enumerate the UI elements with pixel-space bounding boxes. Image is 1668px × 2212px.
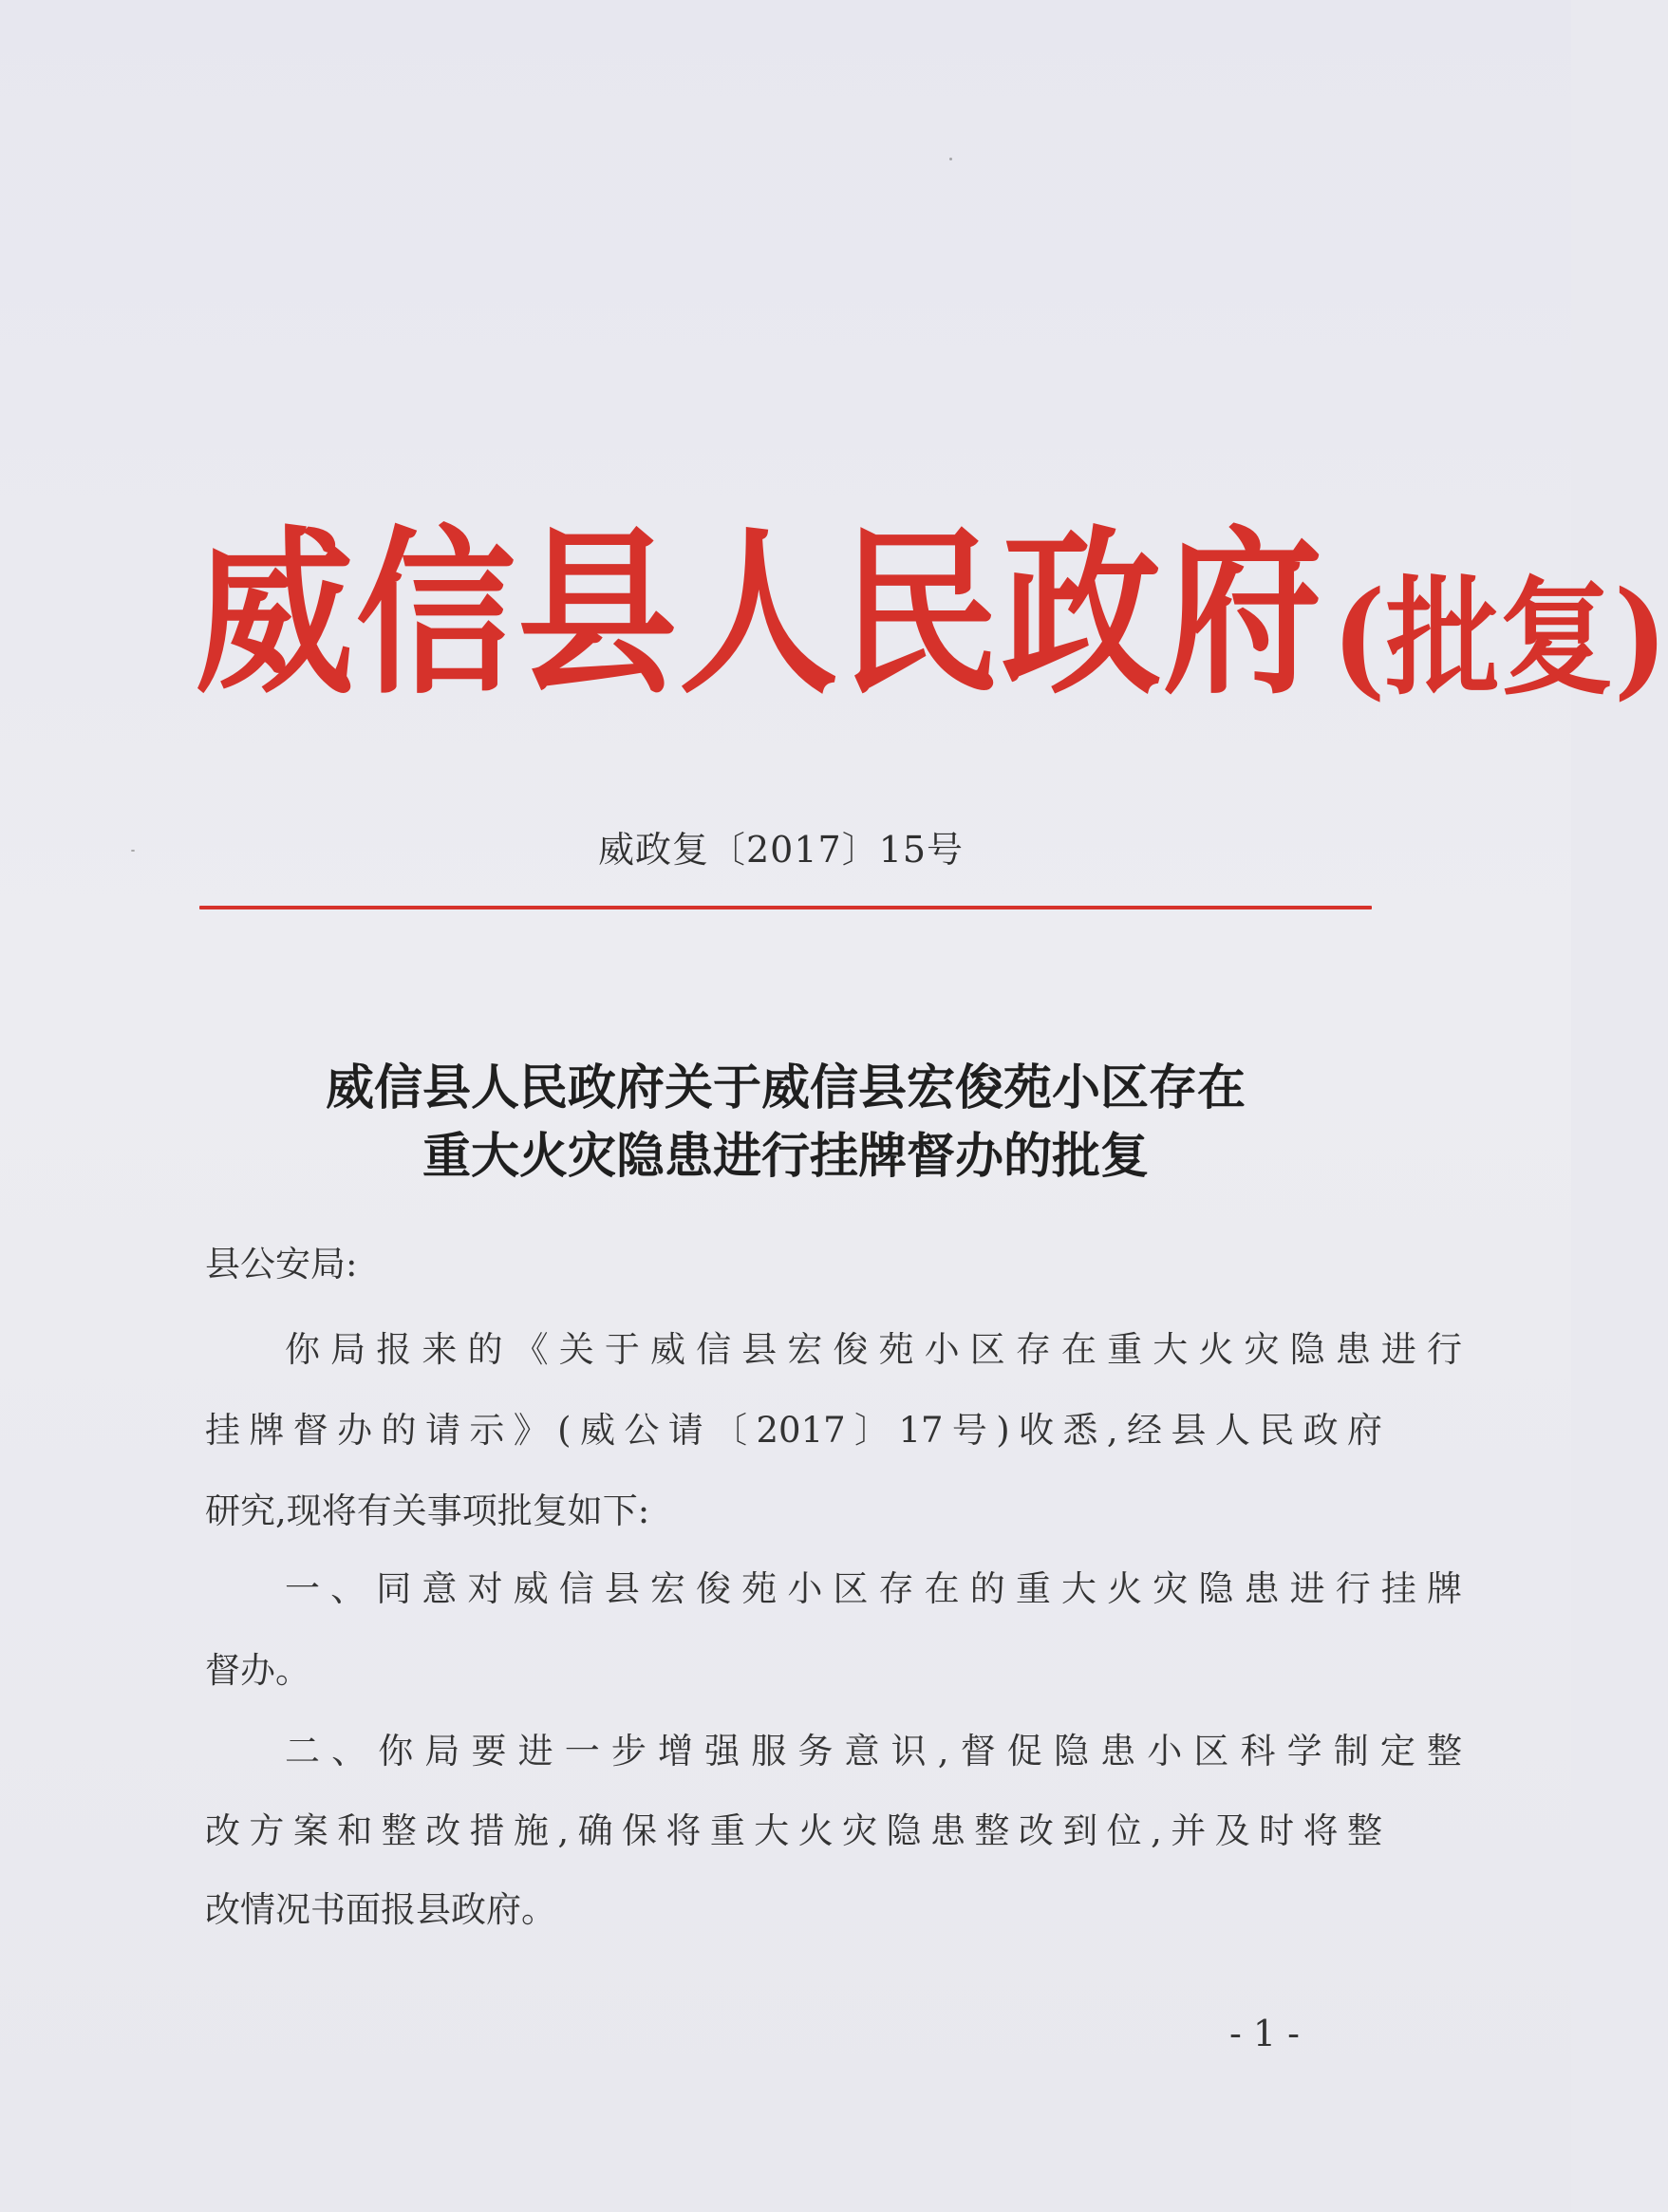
scan-speck: [131, 850, 135, 852]
document-number: 威政复〔2017〕15号: [598, 829, 965, 871]
body-paragraph-2-line-1: 一、同意对威信县宏俊苑小区存在的重大火灾隐患进行挂牌: [285, 1568, 1462, 1609]
body-paragraph-1-line-3: 研究,现将有关事项批复如下:: [205, 1490, 650, 1531]
body-paragraph-3-line-3: 改情况书面报县政府。: [205, 1889, 556, 1930]
page-number: - 1 -: [1229, 2013, 1301, 2054]
red-separator-line: [199, 906, 1372, 909]
body-paragraph-3-line-1: 二、你局要进一步增强服务意识,督促隐患小区科学制定整: [285, 1731, 1462, 1771]
body-paragraph-1-line-2: 挂牌督办的请示》(威公请〔2017〕17号)收悉,经县人民政府: [205, 1410, 1382, 1451]
body-paragraph-2-line-2: 督办。: [205, 1650, 310, 1691]
letterhead-title: [195, 503, 1668, 719]
letterhead-suffix: (批复): [1332, 563, 1668, 714]
subject-line-2: 重大火灾隐患进行挂牌督办的批复: [422, 1128, 1149, 1185]
letterhead-main: 威信县人民政府: [195, 508, 1324, 719]
document-subject: [214, 1054, 1358, 1190]
body-paragraph-1-line-1: 你局报来的《关于威信县宏俊苑小区存在重大火灾隐患进行: [285, 1329, 1462, 1370]
scan-speck: [949, 158, 952, 160]
addressee: 县公安局:: [205, 1244, 358, 1284]
body-paragraph-3-line-2: 改方案和整改措施,确保将重大火灾隐患整改到位,并及时将整: [205, 1810, 1382, 1851]
subject-line-1: 威信县人民政府关于威信县宏俊苑小区存在: [325, 1059, 1246, 1116]
